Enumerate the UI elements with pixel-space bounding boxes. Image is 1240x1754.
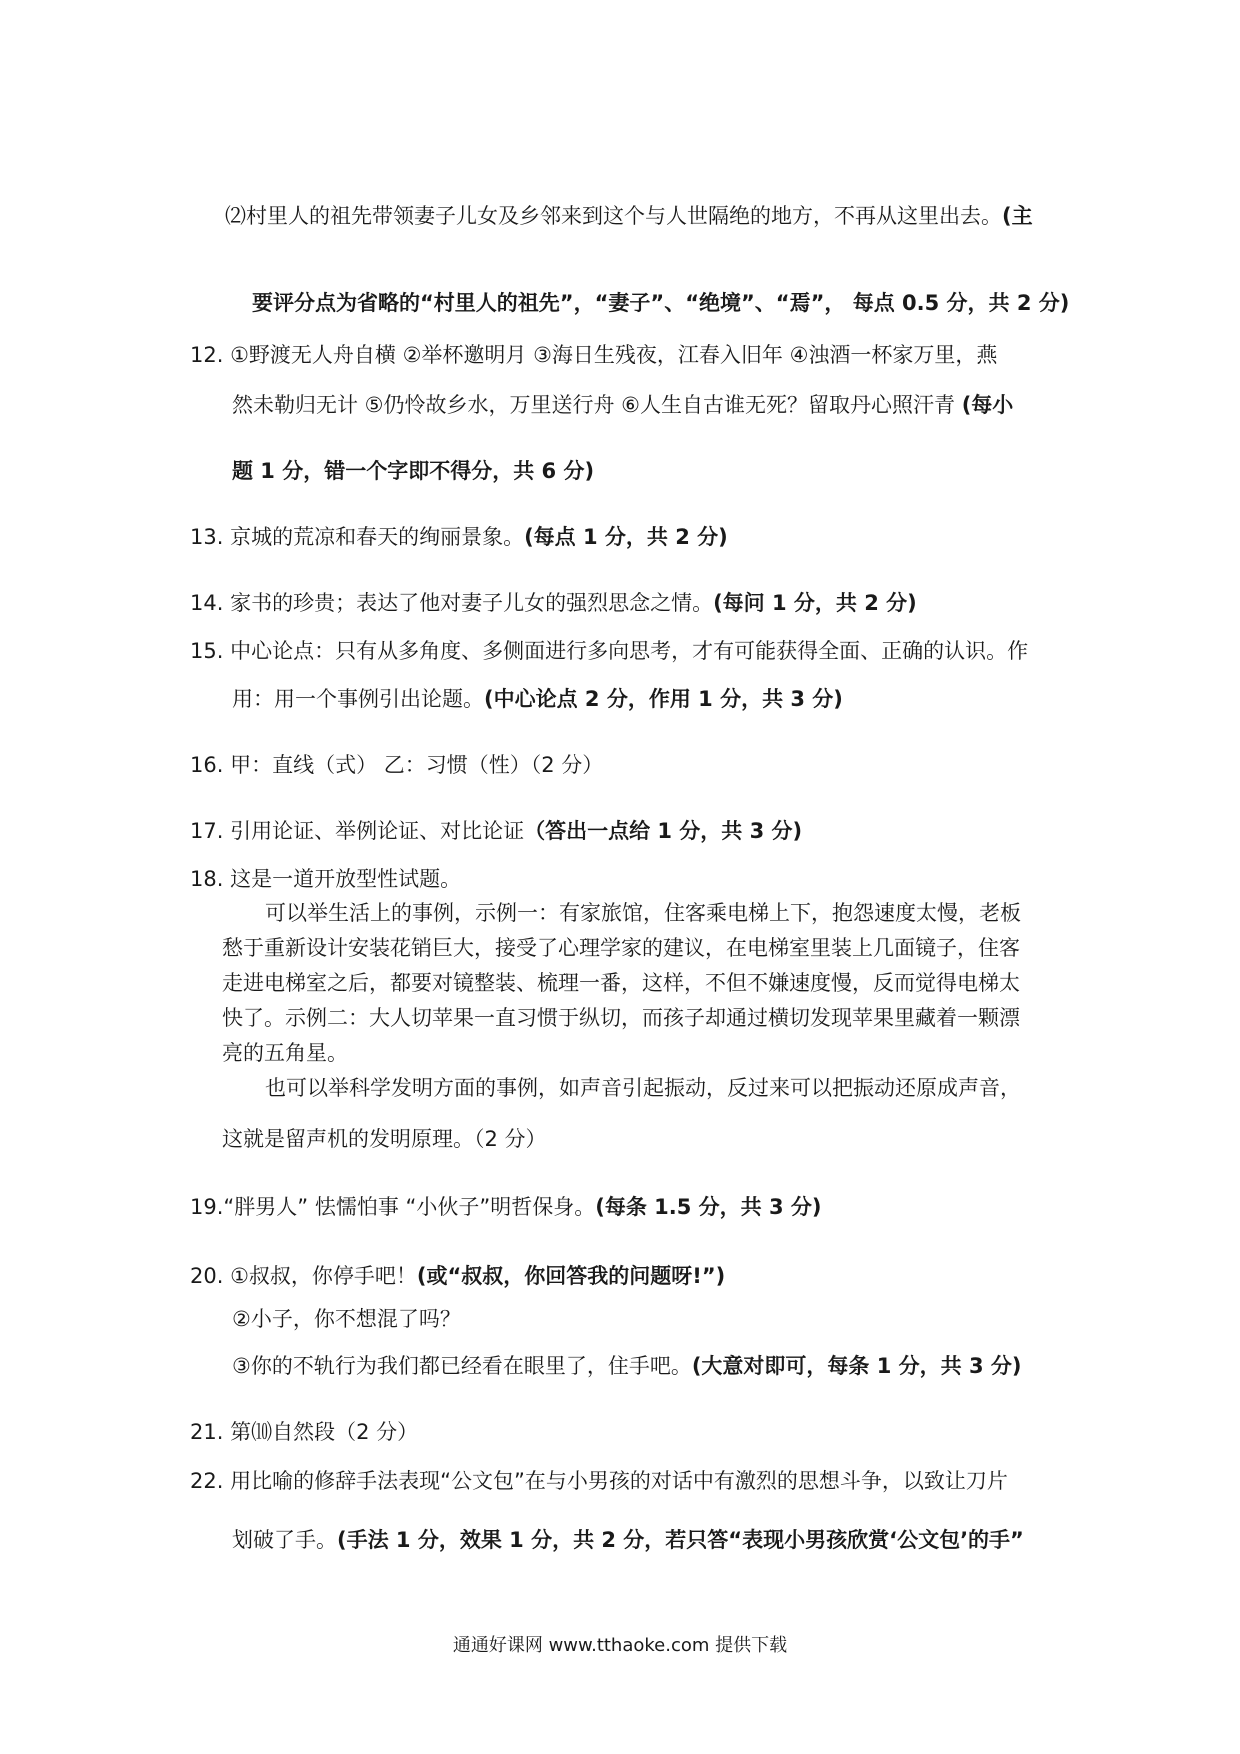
answer-13 xyxy=(190,523,728,551)
answer-18-para-2-line-1: 也可以举科学发明方面的事例，如声音引起振动，反过来可以把振动还原成声音， xyxy=(265,1076,1021,1100)
answer-19 xyxy=(190,1193,822,1221)
answer-text: 14. 家书的珍贵；表达了他对妻子儿女的强烈思念之情。 xyxy=(190,591,714,615)
scoring-note: (每条 1.5 分，共 3 分) xyxy=(595,1195,822,1219)
scoring-note: (每小 xyxy=(961,393,1014,417)
answer-20-line-3 xyxy=(232,1352,1022,1380)
answer-22-line-2 xyxy=(232,1526,1024,1554)
answer-18-para-1-line-1: 可以举生活上的事例，示例一：有家旅馆，住客乘电梯上下，抱怨速度太慢，老板 xyxy=(265,901,1021,925)
scoring-note: (或“叔叔，你回答我的问题呀!”) xyxy=(416,1264,726,1288)
answer-17 xyxy=(190,817,802,845)
answer-20-line-2: ②小子，你不想混了吗？ xyxy=(232,1307,461,1331)
answer-text: 19.“胖男人” 怯懦怕事 “小伙子”明哲保身。 xyxy=(190,1195,596,1219)
answer-text: 20. ①叔叔，你停手吧！ xyxy=(190,1264,417,1288)
scoring-note: (主 xyxy=(1002,204,1033,228)
answer-text: 13. 京城的荒凉和春天的绚丽景象。 xyxy=(190,525,525,549)
answer-15-line-1: 15. 中心论点：只有从多角度、多侧面进行多向思考，才有可能获得全面、正确的认识。作 xyxy=(190,639,1029,663)
answer-12-scoring: 题 1 分，错一个字即不得分，共 6 分) xyxy=(232,459,595,483)
scoring-note: (大意对即可，每条 1 分，共 3 分) xyxy=(691,1354,1022,1378)
answer-18-para-2-line-2: 这就是留声机的发明原理。（2 分） xyxy=(222,1127,547,1151)
answer-14 xyxy=(190,589,917,617)
answer-11-scoring: 要评分点为省略的“村里人的祖先”，“妻子”、“绝境”、“焉”， 每点 0.5 分，共 2 分) xyxy=(252,291,1070,315)
scoring-note: （答出一点给 1 分，共 3 分) xyxy=(524,819,803,843)
answer-text: 然未勒归无计 ⑤仍怜故乡水，万里送行舟 ⑥人生自古谁无死？留取丹心照汗青 xyxy=(232,393,955,417)
answer-text: 17. 引用论证、举例论证、对比论证 xyxy=(190,819,525,843)
answer-11-line-1 xyxy=(225,202,1033,230)
answer-text: ⑵村里人的祖先带领妻子儿女及乡邻来到这个与人世隔绝的地方，不再从这里出去。 xyxy=(225,204,1002,228)
answer-22-line-1: 22. 用比喻的修辞手法表现“公文包”在与小男孩的对话中有激烈的思想斗争，以致让刀片 xyxy=(190,1469,1008,1493)
answer-15-line-2 xyxy=(232,685,843,713)
answer-16: 16. 甲：直线（式） 乙：习惯（性）（2 分） xyxy=(190,753,604,777)
answer-text: ③你的不轨行为我们都已经看在眼里了，住手吧。 xyxy=(232,1354,692,1378)
answer-text: 用：用一个事例引出论题。 xyxy=(232,687,484,711)
scoring-note: (每点 1 分，共 2 分) xyxy=(524,525,728,549)
answer-20-line-1 xyxy=(190,1262,725,1290)
answer-18-para-1-line-4: 快了。示例二：大人切苹果一直习惯于纵切，而孩子却通过横切发现苹果里藏着一颗漂 xyxy=(222,1006,1020,1030)
page-footer: 通通好课网 www.tthaoke.com 提供下载 xyxy=(452,1635,788,1656)
answer-12-line-1: 12. ①野渡无人舟自横 ②举杯邀明月 ③海日生残夜，江春入旧年 ④浊酒一杯家万里，燕 xyxy=(190,343,998,367)
scoring-note: (手法 1 分，效果 1 分，共 2 分，若只答“表现小男孩欣赏‘公文包’的手” xyxy=(337,1528,1024,1552)
scoring-note: (每问 1 分，共 2 分) xyxy=(713,591,917,615)
answer-18-para-1-line-3: 走进电梯室之后，都要对镜整装、梳理一番，这样，不但不嫌速度慢，反而觉得电梯太 xyxy=(222,971,1020,995)
answer-18-title: 18. 这是一道开放型性试题。 xyxy=(190,867,462,891)
scoring-note: (中心论点 2 分，作用 1 分，共 3 分) xyxy=(484,687,843,711)
answer-18-para-1-line-2: 愁于重新设计安装花销巨大，接受了心理学家的建议，在电梯室里装上几面镜子，住客 xyxy=(222,936,1020,960)
answer-18-para-1-line-5: 亮的五角星。 xyxy=(222,1041,348,1065)
answer-21: 21. 第⑽自然段（2 分） xyxy=(190,1420,419,1444)
answer-text: 划破了手。 xyxy=(232,1528,337,1552)
answer-12-line-2 xyxy=(232,391,1013,419)
